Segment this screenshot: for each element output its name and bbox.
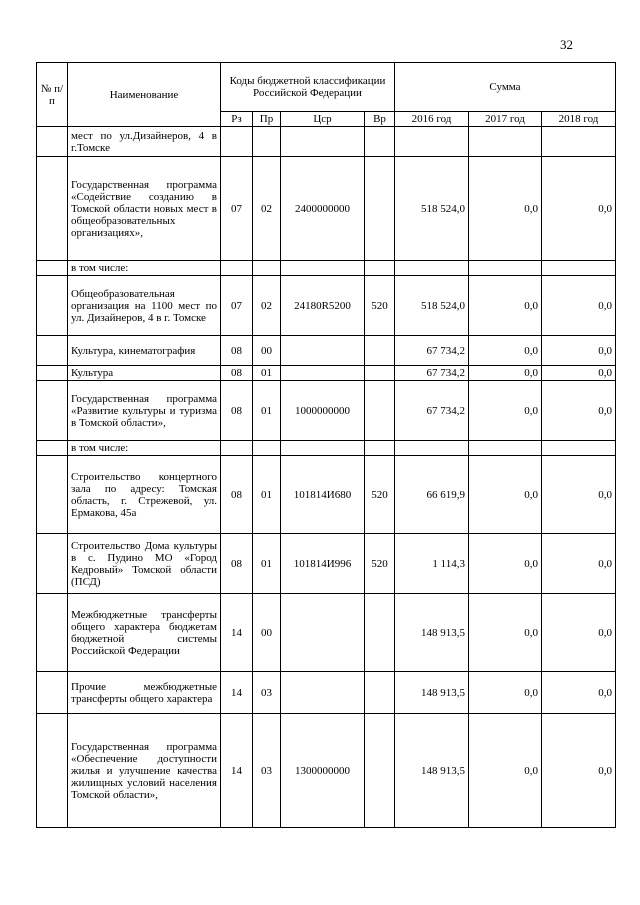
cell-vr xyxy=(365,594,395,672)
table-row xyxy=(37,127,616,157)
cell-num xyxy=(37,456,68,534)
table-row xyxy=(37,441,616,456)
cell-csr: 2400000000 xyxy=(281,157,365,261)
cell-vr xyxy=(365,157,395,261)
cell-2016: 67 734,2 xyxy=(395,366,469,381)
cell-num xyxy=(37,594,68,672)
header-name: Наименование xyxy=(68,63,221,127)
cell-vr xyxy=(365,336,395,366)
cell-num xyxy=(37,336,68,366)
header-sum: Сумма xyxy=(395,63,616,112)
table-row xyxy=(37,672,616,714)
cell-pr: 03 xyxy=(253,672,281,714)
cell-rz xyxy=(221,261,253,276)
cell-rz: 07 xyxy=(221,157,253,261)
cell-2018: 0,0 xyxy=(542,336,616,366)
cell-pr: 01 xyxy=(253,456,281,534)
table-row xyxy=(37,261,616,276)
cell-2017: 0,0 xyxy=(469,456,542,534)
cell-csr xyxy=(281,672,365,714)
header-num: № п/п xyxy=(37,63,68,127)
cell-name: в том числе: xyxy=(68,261,221,276)
cell-2016 xyxy=(395,441,469,456)
cell-vr: 520 xyxy=(365,276,395,336)
cell-rz: 08 xyxy=(221,366,253,381)
cell-num xyxy=(37,127,68,157)
cell-rz: 14 xyxy=(221,594,253,672)
cell-2018: 0,0 xyxy=(542,456,616,534)
cell-pr: 02 xyxy=(253,157,281,261)
cell-2018 xyxy=(542,127,616,157)
cell-vr: 520 xyxy=(365,534,395,594)
cell-csr xyxy=(281,336,365,366)
cell-csr xyxy=(281,261,365,276)
cell-pr xyxy=(253,441,281,456)
cell-pr: 02 xyxy=(253,276,281,336)
cell-rz: 08 xyxy=(221,336,253,366)
table-row xyxy=(37,336,616,366)
cell-pr: 03 xyxy=(253,714,281,828)
cell-2017 xyxy=(469,261,542,276)
cell-num xyxy=(37,672,68,714)
header-csr: Цср xyxy=(281,112,365,127)
header-vr: Вр xyxy=(365,112,395,127)
cell-name: Культура, кинематография xyxy=(68,336,221,366)
cell-rz: 08 xyxy=(221,456,253,534)
cell-2018: 0,0 xyxy=(542,672,616,714)
cell-2016: 148 913,5 xyxy=(395,714,469,828)
cell-vr xyxy=(365,672,395,714)
header-codes: Коды бюджетной классификации Российской Федерации xyxy=(221,63,395,112)
header-2016: 2016 год xyxy=(395,112,469,127)
cell-csr xyxy=(281,441,365,456)
cell-rz: 08 xyxy=(221,381,253,441)
cell-2017: 0,0 xyxy=(469,366,542,381)
cell-2017 xyxy=(469,127,542,157)
cell-num xyxy=(37,261,68,276)
cell-rz xyxy=(221,441,253,456)
cell-csr: 24180R5200 xyxy=(281,276,365,336)
cell-pr xyxy=(253,261,281,276)
header-2018: 2018 год xyxy=(542,112,616,127)
cell-2016 xyxy=(395,261,469,276)
cell-2018: 0,0 xyxy=(542,534,616,594)
cell-pr xyxy=(253,127,281,157)
cell-name: Государственная программа «Содействие созданию в Томской области новых мест в общеобразовательных организациях», xyxy=(68,157,221,261)
cell-2017: 0,0 xyxy=(469,534,542,594)
cell-name: в том числе: xyxy=(68,441,221,456)
cell-2016: 1 114,3 xyxy=(395,534,469,594)
cell-2016 xyxy=(395,127,469,157)
cell-vr xyxy=(365,381,395,441)
cell-name: Прочие межбюджетные трансферты общего характера xyxy=(68,672,221,714)
cell-name: Строительство концертного зала по адресу: Томская область, г. Стрежевой, ул. Ермакова, 45а xyxy=(68,456,221,534)
cell-csr: 101814И680 xyxy=(281,456,365,534)
cell-rz xyxy=(221,127,253,157)
cell-rz: 08 xyxy=(221,534,253,594)
cell-2018 xyxy=(542,261,616,276)
cell-pr: 01 xyxy=(253,534,281,594)
table-row xyxy=(37,157,616,261)
cell-2017: 0,0 xyxy=(469,276,542,336)
cell-2017: 0,0 xyxy=(469,714,542,828)
table-row xyxy=(37,534,616,594)
cell-num xyxy=(37,157,68,261)
cell-2018: 0,0 xyxy=(542,714,616,828)
cell-vr xyxy=(365,714,395,828)
table-row xyxy=(37,594,616,672)
header-2017: 2017 год xyxy=(469,112,542,127)
cell-csr xyxy=(281,127,365,157)
cell-vr xyxy=(365,366,395,381)
cell-pr: 00 xyxy=(253,336,281,366)
cell-rz: 07 xyxy=(221,276,253,336)
cell-vr xyxy=(365,127,395,157)
cell-num xyxy=(37,381,68,441)
cell-2016: 518 524,0 xyxy=(395,276,469,336)
cell-num xyxy=(37,366,68,381)
cell-2016: 148 913,5 xyxy=(395,672,469,714)
cell-2016: 67 734,2 xyxy=(395,336,469,366)
cell-name: Строительство Дома культуры в с. Пудино МО «Город Кедровый» Томской области (ПСД) xyxy=(68,534,221,594)
cell-csr: 101814И996 xyxy=(281,534,365,594)
cell-name: Общеобразовательная организация на 1100 мест по ул. Дизайнеров, 4 в г. Томске xyxy=(68,276,221,336)
cell-2017 xyxy=(469,441,542,456)
cell-name: Государственная программа «Обеспечение доступности жилья и улучшение качества жилищных условий населения Томской области», xyxy=(68,714,221,828)
cell-2018: 0,0 xyxy=(542,381,616,441)
cell-pr: 01 xyxy=(253,381,281,441)
cell-csr: 1000000000 xyxy=(281,381,365,441)
cell-2018: 0,0 xyxy=(542,157,616,261)
cell-2017: 0,0 xyxy=(469,594,542,672)
cell-name: Культура xyxy=(68,366,221,381)
cell-name: мест по ул.Дизайнеров, 4 в г.Томске xyxy=(68,127,221,157)
cell-rz: 14 xyxy=(221,672,253,714)
cell-vr xyxy=(365,261,395,276)
table-row xyxy=(37,276,616,336)
budget-table xyxy=(36,62,616,828)
cell-vr xyxy=(365,441,395,456)
cell-pr: 00 xyxy=(253,594,281,672)
cell-2017: 0,0 xyxy=(469,672,542,714)
cell-2018 xyxy=(542,441,616,456)
cell-csr: 1300000000 xyxy=(281,714,365,828)
cell-csr xyxy=(281,594,365,672)
cell-num xyxy=(37,276,68,336)
cell-csr xyxy=(281,366,365,381)
cell-2017: 0,0 xyxy=(469,336,542,366)
header-rz: Рз xyxy=(221,112,253,127)
cell-pr: 01 xyxy=(253,366,281,381)
cell-2017: 0,0 xyxy=(469,381,542,441)
cell-num xyxy=(37,714,68,828)
cell-2016: 66 619,9 xyxy=(395,456,469,534)
cell-vr: 520 xyxy=(365,456,395,534)
cell-name: Межбюджетные трансферты общего характера бюджетам бюджетной системы Российской Федерации xyxy=(68,594,221,672)
table-row xyxy=(37,366,616,381)
cell-2018: 0,0 xyxy=(542,594,616,672)
cell-2016: 148 913,5 xyxy=(395,594,469,672)
cell-2017: 0,0 xyxy=(469,157,542,261)
cell-2016: 518 524,0 xyxy=(395,157,469,261)
table-row xyxy=(37,714,616,828)
cell-num xyxy=(37,441,68,456)
table-row xyxy=(37,456,616,534)
page-number: 32 xyxy=(560,37,573,52)
cell-rz: 14 xyxy=(221,714,253,828)
header-pr: Пр xyxy=(253,112,281,127)
cell-num xyxy=(37,534,68,594)
cell-2016: 67 734,2 xyxy=(395,381,469,441)
cell-name: Государственная программа «Развитие культуры и туризма в Томской области», xyxy=(68,381,221,441)
table-row xyxy=(37,381,616,441)
cell-2018: 0,0 xyxy=(542,276,616,336)
cell-2018: 0,0 xyxy=(542,366,616,381)
